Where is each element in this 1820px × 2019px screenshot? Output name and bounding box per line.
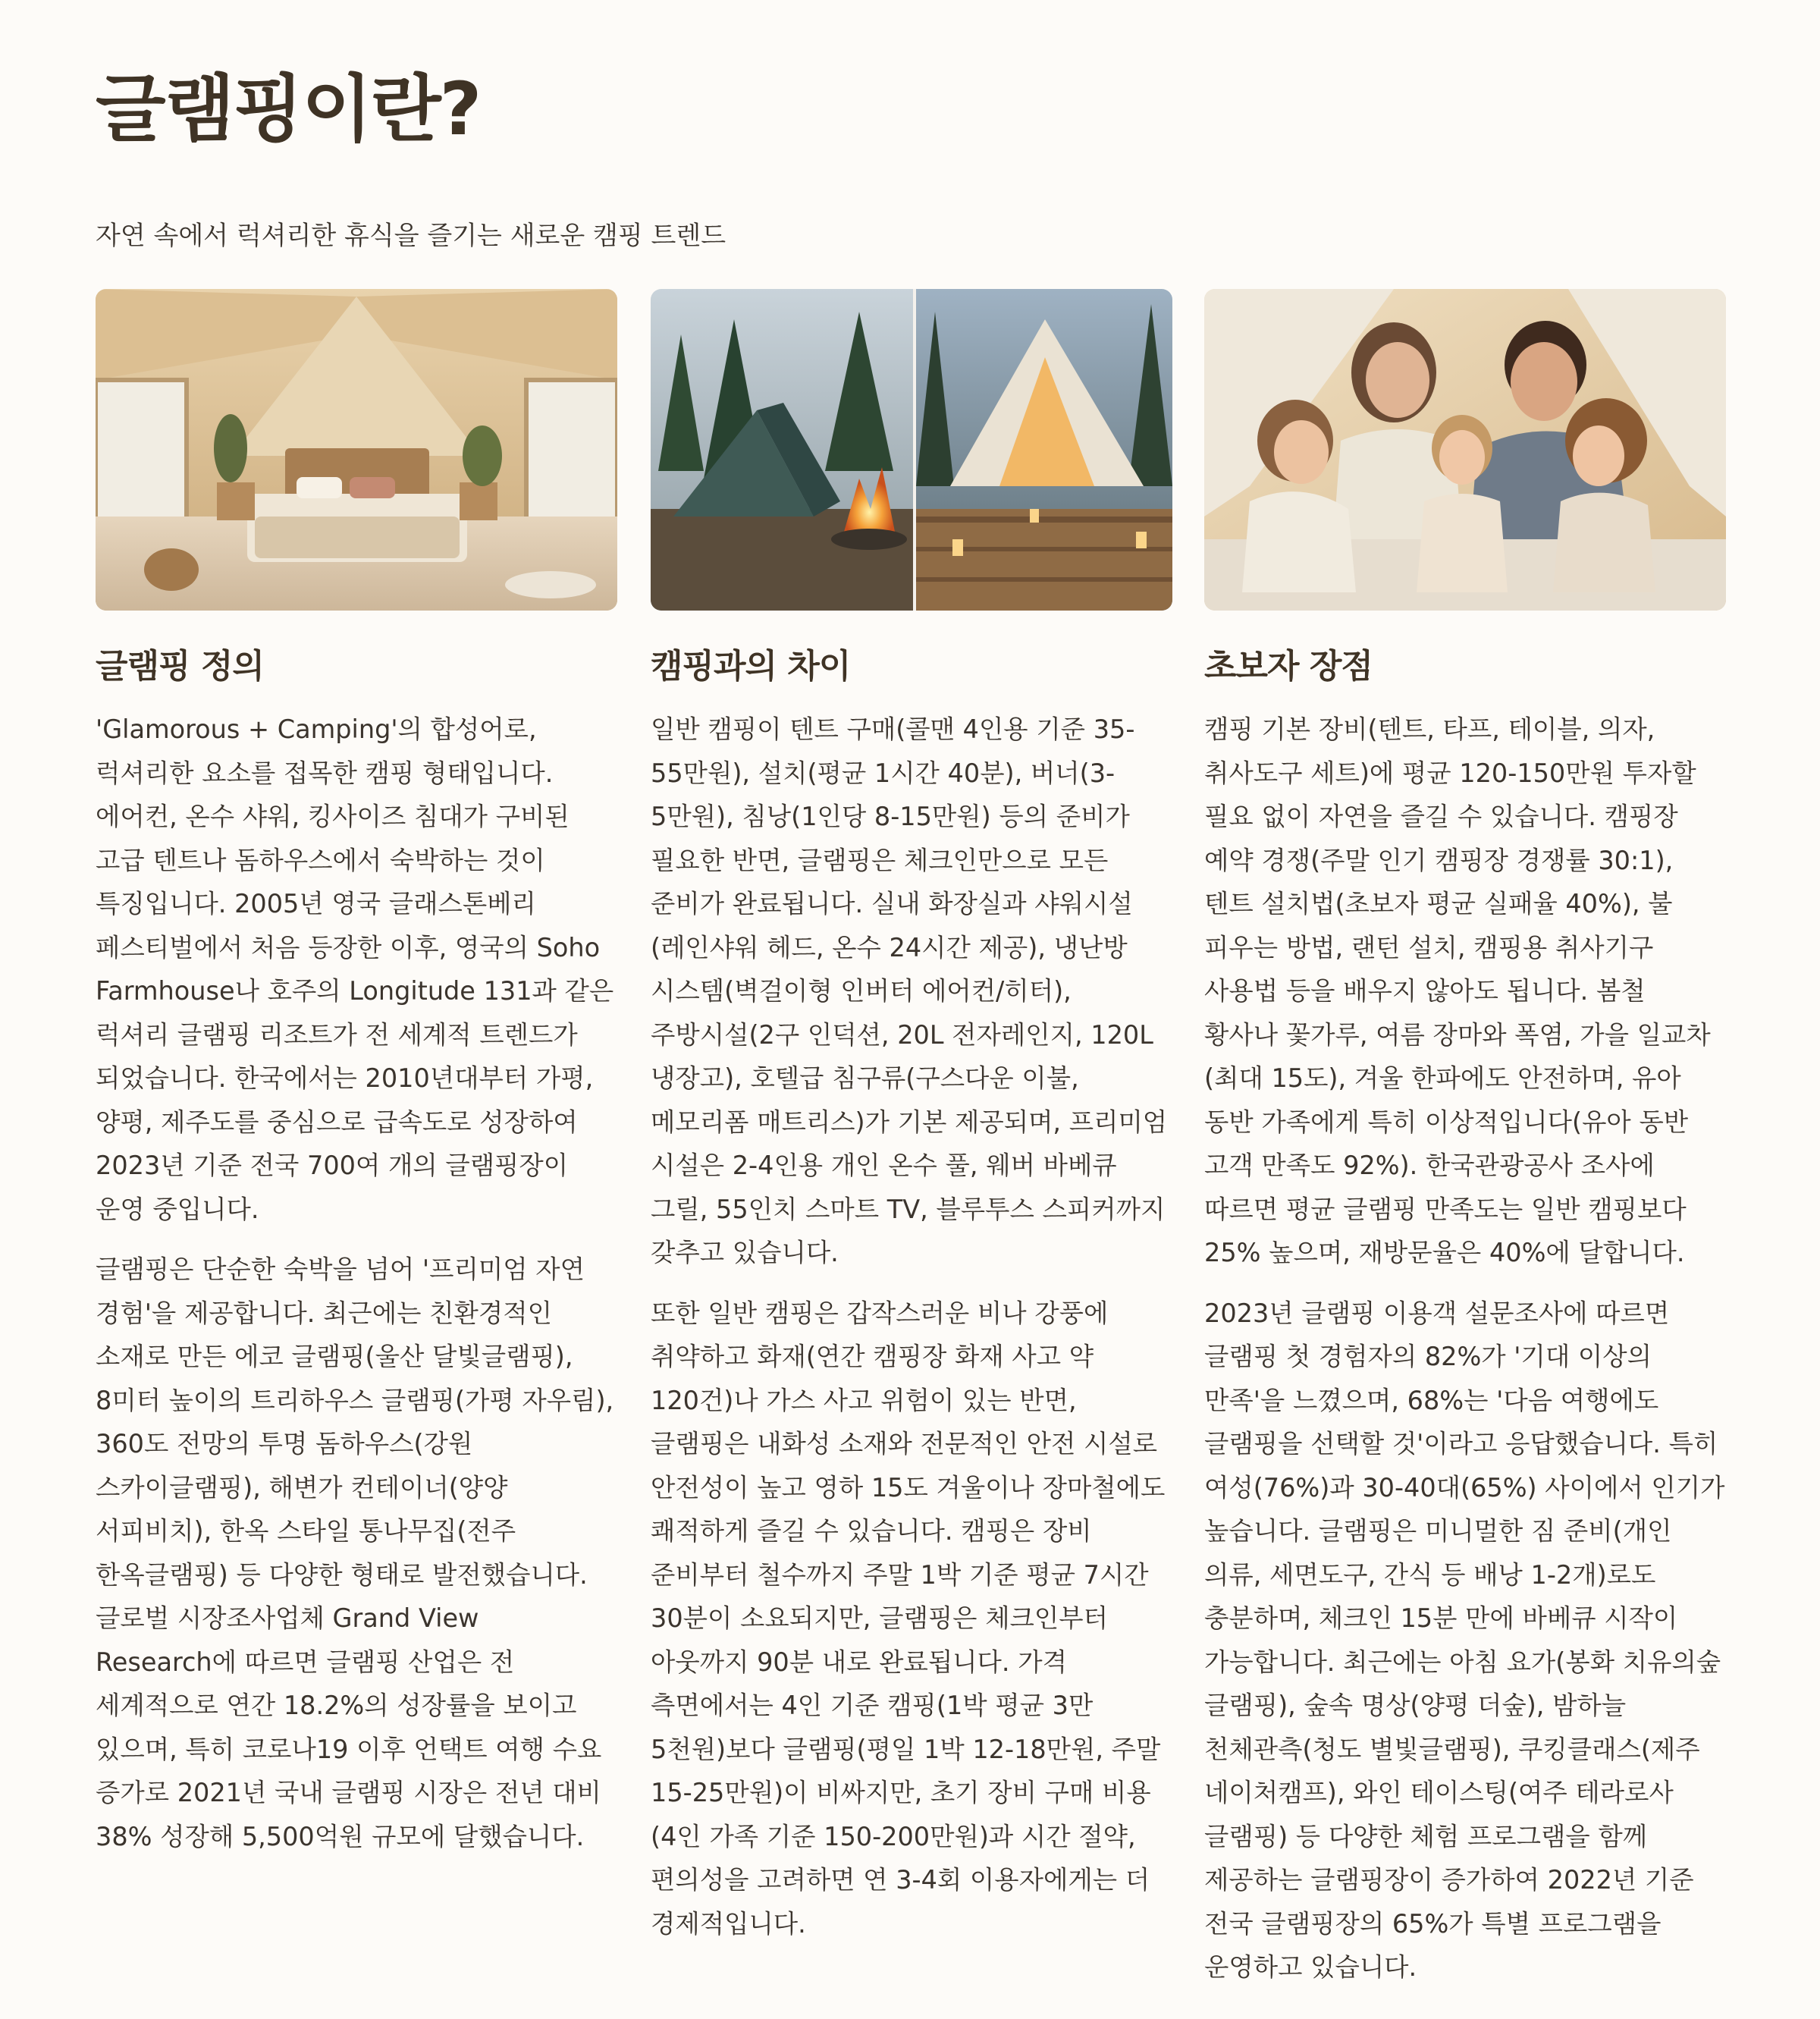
section-paragraph: 캠핑 기본 장비(텐트, 타프, 테이블, 의자, 취사도구 세트)에 평균 120-150만원 투자할 필요 없이 자연을 즐길 수 있습니다. 캠핑장 예약 경쟁(주말 인기 캠핑장 경쟁률 30:1), 텐트 설치법(초보자 평균 실패율 40%), 불 피우는 방법, 랜턴 설치, 캠핑용 취사기구 사용법 등을 배우지 않아도 됩니다. 봄철 황사나 꽃가루, 여름 장마와 폭염, 가을 일교차(최대 15도), 겨울 한파에도 안전하며, 유아 동반 가족에게 특히 이상적입니다(유아 동반 고객 만족도 92%). 한국관광공사 조사에 따르면 평균 글램핑 만족도는 일반 캠핑보다 25% 높으며, 재방문율은 40%에 달합니다. bbox=[1204, 714, 1711, 1267]
section-heading: 초보자 장점 bbox=[1204, 647, 1373, 686]
family-in-tent-image bbox=[1204, 289, 1726, 611]
section-paragraph: 글램핑은 단순한 숙박을 넘어 '프리미엄 자연 경험'을 제공합니다. 최근에는 친환경적인 소재로 만든 에코 글램핑(울산 달빛글램핑), 8미터 높이의 트리하우스 글램핑(가평 자우림), 360도 전망의 투명 돔하우스(강원 스카이글램핑), 해변가 컨테이너(양양 서피비치), 한옥 스타일 통나무집(전주 한옥글램핑) 등 다양한 형태로 발전했습니다. 글로벌 시장조사업체 Grand View Research에 따르면 글램핑 산업은 전 세계적으로 연간 18.2%의 성장률을 보이고 있으며, 특히 코로나19 이후 언택트 여행 수요 증가로 2021년 국내 글램핑 시장은 전년 대비 38% 성장해 5,500억원 규모에 달했습니다. bbox=[96, 1254, 614, 1851]
section-beginner-benefits bbox=[1204, 289, 1726, 1989]
section-paragraph: 'Glamorous + Camping'의 합성어로, 럭셔리한 요소를 접목한 캠핑 형태입니다. 에어컨, 온수 샤워, 킹사이즈 침대가 구비된 고급 텐트나 돔하우스에서 숙박하는 것이 특징입니다. 2005년 영국 글래스톤베리 페스티벌에서 처음 등장한 이후, 영국의 Soho Farmhouse나 호주의 Longitude 131과 같은 럭셔리 글램핑 리조트가 전 세계적 트렌드가 되었습니다. 한국에서는 2010년대부터 가평, 양평, 제주도를 중심으로 급속도로 성장하여 2023년 기준 전국 700여 개의 글램핑장이 운영 중입니다. bbox=[96, 714, 614, 1224]
section-paragraph: 또한 일반 캠핑은 갑작스러운 비나 강풍에 취약하고 화재(연간 캠핑장 화재 사고 약 120건)나 가스 사고 위험이 있는 반면, 글램핑은 내화성 소재와 전문적인 안전 시설로 안전성이 높고 영하 15도 겨울이나 장마철에도 쾌적하게 즐길 수 있습니다. 캠핑은 장비 준비부터 철수까지 주말 1박 기준 평균 7시간 30분이 소요되지만, 글램핑은 체크인부터 아웃까지 90분 내로 완료됩니다. 가격 측면에서는 4인 기준 캠핑(1박 평균 3만 5천원)보다 글램핑(평일 1박 12-18만원, 주말 15-25만원)이 비싸지만, 초기 장비 구매 비용(4인 가족 기준 150-200만원)과 시간 절약, 편의성을 고려하면 연 3-4회 이용자에게는 더 경제적입니다. bbox=[651, 1298, 1166, 1939]
section-heading: 글램핑 정의 bbox=[96, 647, 264, 686]
camping-vs-glamping-image bbox=[651, 289, 1172, 611]
section-glamping-definition bbox=[96, 289, 617, 1858]
section-paragraph: 일반 캠핑이 텐트 구매(콜맨 4인용 기준 35-55만원), 설치(평균 1시간 40분), 버너(3-5만원), 침낭(1인당 8-15만원) 등의 준비가 필요한 반면, 글램핑은 체크인만으로 모든 준비가 완료됩니다. 실내 화장실과 샤워시설(레인샤워 헤드, 온수 24시간 제공), 냉난방 시스템(벽걸이형 인버터 에어컨/히터), 주방시설(2구 인덕션, 20L 전자레인지, 120L 냉장고), 호텔급 침구류(구스다운 이불, 메모리폼 매트리스)가 기본 제공되며, 프리미엄 시설은 2-4인용 개인 온수 풀, 웨버 바베큐 그릴, 55인치 스마트 TV, 블루투스 스피커까지 갖추고 있습니다. bbox=[651, 714, 1168, 1267]
page-subtitle: 자연 속에서 럭셔리한 휴식을 즐기는 새로운 캠핑 트렌드 bbox=[96, 221, 726, 251]
section-paragraph: 2023년 글램핑 이용객 설문조사에 따르면 글램핑 첫 경험자의 82%가 '기대 이상의 만족'을 느꼈으며, 68%는 '다음 여행에도 글램핑을 선택할 것'이라고 응답했습니다. 특히 여성(76%)과 30-40대(65%) 사이에서 인기가 높습니다. 글램핑은 미니멀한 짐 준비(개인 의류, 세면도구, 간식 등 배낭 1-2개)로도 충분하며, 체크인 15분 만에 바베큐 시작이 가능합니다. 최근에는 아침 요가(봉화 치유의숲 글램핑), 숲속 명상(양평 더숲), 밤하늘 천체관측(청도 별빛글램핑), 쿠킹클래스(제주 네이처캠프), 와인 테이스팅(여주 테라로사 글램핑) 등 다양한 체험 프로그램을 함께 제공하는 글램핑장이 증가하여 2022년 기준 전국 글램핑장의 65%가 특별 프로그램을 운영하고 있습니다. bbox=[1204, 1298, 1725, 1982]
page-title: 글램핑이란? bbox=[96, 67, 481, 152]
section-camping-difference bbox=[651, 289, 1172, 1945]
section-heading: 캠핑과의 차이 bbox=[651, 647, 851, 686]
luxury-tent-bedroom-image bbox=[96, 289, 617, 611]
